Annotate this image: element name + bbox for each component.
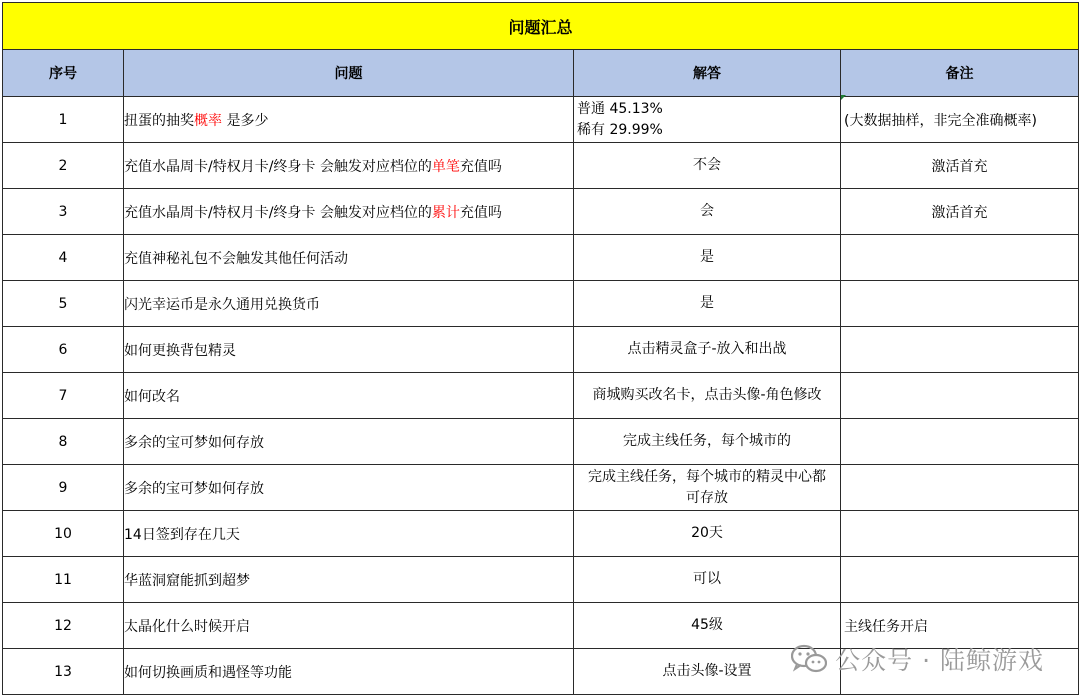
row-num-cell[interactable]: 9 — [3, 465, 124, 511]
answer-cell[interactable]: 可以 — [574, 557, 841, 603]
question-text: 充值水晶周卡/特权月卡/终身卡 会触发对应档位的 — [124, 204, 432, 221]
comment-indicator[interactable] — [841, 95, 846, 100]
row-num-cell[interactable]: 5 — [3, 281, 124, 327]
question-text: 充值水晶周卡/特权月卡/终身卡 会触发对应档位的 — [124, 158, 432, 175]
wechat-icon — [791, 644, 827, 674]
table-title[interactable]: 问题汇总 — [3, 3, 1079, 50]
header-note[interactable]: 备注 — [841, 50, 1079, 97]
faq-table — [2, 2, 1079, 695]
header-question[interactable]: 问题 — [124, 50, 574, 97]
question-cell[interactable]: 14日签到存在几天 — [124, 511, 574, 557]
answer-cell[interactable]: 是 — [574, 235, 841, 281]
highlight-text: 累计 — [431, 204, 460, 221]
question-cell[interactable] — [124, 143, 574, 189]
question-text: 充值吗 — [459, 158, 502, 175]
table-row — [3, 327, 1079, 373]
row-num-cell[interactable]: 10 — [3, 511, 124, 557]
row-num-cell[interactable]: 2 — [3, 143, 124, 189]
question-cell[interactable] — [124, 97, 574, 143]
answer-cell[interactable]: 点击精灵盒子-放入和出战 — [574, 327, 841, 373]
table-row — [3, 143, 1079, 189]
answer-line: 完成主线任务，每个城市的精灵中心都 — [588, 468, 826, 485]
question-text: 扭蛋的抽奖 — [124, 112, 194, 129]
highlight-text: 概率 — [194, 112, 222, 129]
row-num-cell[interactable]: 12 — [3, 603, 124, 649]
question-cell[interactable]: 充值神秘礼包不会触发其他任何活动 — [124, 235, 574, 281]
table-row — [3, 189, 1079, 235]
header-num[interactable]: 序号 — [3, 50, 124, 97]
note-cell[interactable] — [841, 465, 1079, 511]
question-cell[interactable]: 如何更换背包精灵 — [124, 327, 574, 373]
note-cell[interactable] — [841, 327, 1079, 373]
answer-cell[interactable]: 不会 — [574, 143, 841, 189]
answer-cell[interactable]: 完成主线任务，每个城市的 — [574, 419, 841, 465]
question-cell[interactable]: 如何改名 — [124, 373, 574, 419]
answer-cell[interactable]: 是 — [574, 281, 841, 327]
answer-line: 可存放 — [686, 489, 728, 506]
table-row — [3, 281, 1079, 327]
table-row — [3, 557, 1079, 603]
note-cell[interactable] — [841, 511, 1079, 557]
note-cell[interactable]: 激活首充 — [841, 143, 1079, 189]
answer-cell[interactable] — [574, 97, 841, 143]
table-row — [3, 235, 1079, 281]
watermark — [791, 641, 1044, 677]
note-cell[interactable] — [841, 419, 1079, 465]
row-num-cell[interactable]: 13 — [3, 649, 124, 695]
note-cell[interactable]: (大数据抽样，非完全准确概率) — [841, 97, 1079, 143]
question-cell[interactable] — [124, 189, 574, 235]
answer-cell[interactable] — [574, 465, 841, 511]
question-cell[interactable]: 多余的宝可梦如何存放 — [124, 465, 574, 511]
row-num-cell[interactable]: 8 — [3, 419, 124, 465]
question-text: 充值吗 — [459, 204, 502, 221]
row-num-cell[interactable]: 4 — [3, 235, 124, 281]
table-row — [3, 373, 1079, 419]
answer-cell[interactable]: 会 — [574, 189, 841, 235]
table-row — [3, 97, 1079, 143]
question-cell[interactable]: 太晶化什么时候开启 — [124, 603, 574, 649]
row-num-cell[interactable]: 3 — [3, 189, 124, 235]
answer-line: 稀有 29.99% — [577, 121, 663, 138]
question-cell[interactable]: 华蓝洞窟能抓到超梦 — [124, 557, 574, 603]
answer-cell[interactable]: 点击头像-设置 — [574, 649, 841, 695]
answer-cell[interactable]: 商城购买改名卡，点击头像-角色修改 — [574, 373, 841, 419]
table-row — [3, 419, 1079, 465]
note-cell[interactable]: 激活首充 — [841, 189, 1079, 235]
title-row — [3, 3, 1079, 50]
table-row — [3, 511, 1079, 557]
answer-line: 普通 45.13% — [577, 100, 663, 117]
answer-cell[interactable]: 45级 — [574, 603, 841, 649]
question-cell[interactable]: 多余的宝可梦如何存放 — [124, 419, 574, 465]
header-answer[interactable]: 解答 — [574, 50, 841, 97]
table-row — [3, 465, 1079, 511]
note-cell[interactable] — [841, 373, 1079, 419]
row-num-cell[interactable]: 7 — [3, 373, 124, 419]
header-row — [3, 50, 1079, 97]
row-num-cell[interactable]: 1 — [3, 97, 124, 143]
row-num-cell[interactable]: 11 — [3, 557, 124, 603]
row-num-cell[interactable]: 6 — [3, 327, 124, 373]
answer-cell[interactable]: 20天 — [574, 511, 841, 557]
question-cell[interactable]: 如何切换画质和遇怪等功能 — [124, 649, 574, 695]
note-cell[interactable] — [841, 281, 1079, 327]
question-text: 是多少 — [222, 112, 269, 129]
watermark-text: 公众号 · 陆鲸游戏 — [835, 646, 1044, 675]
question-cell[interactable]: 闪光幸运币是永久通用兑换货币 — [124, 281, 574, 327]
note-cell[interactable]: 主线任务开启 — [841, 603, 1079, 649]
highlight-text: 单笔 — [431, 158, 460, 175]
note-cell[interactable] — [841, 235, 1079, 281]
note-cell[interactable] — [841, 557, 1079, 603]
